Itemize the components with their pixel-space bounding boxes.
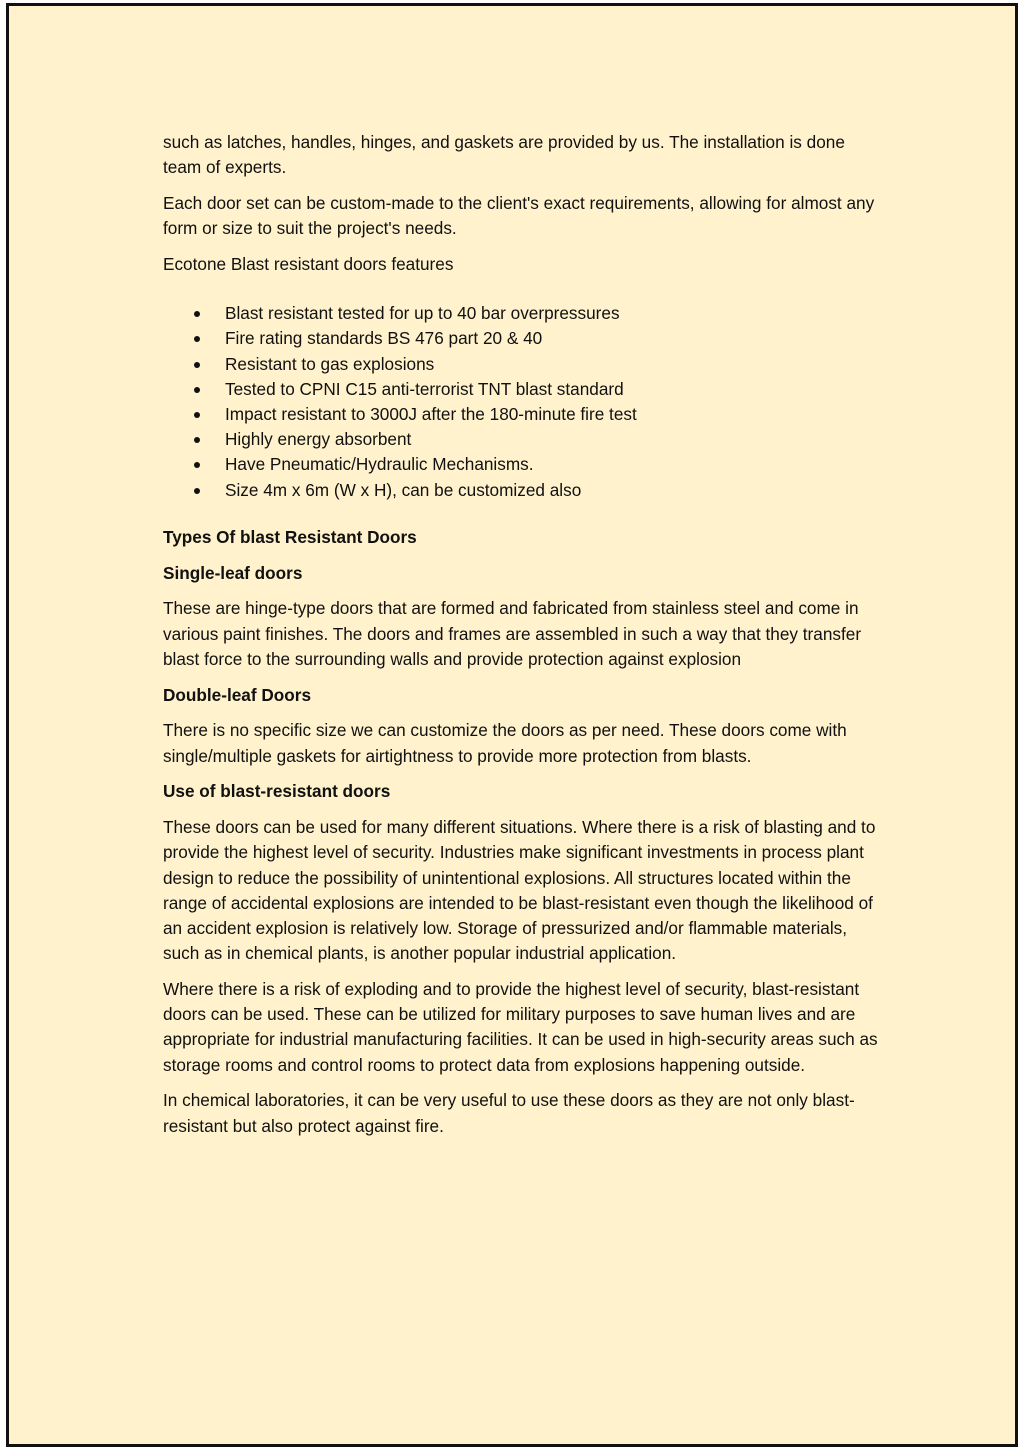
- single-leaf-heading: Single-leaf doors: [163, 562, 303, 583]
- list-item: [163, 478, 883, 503]
- list-item-text: Impact resistant to 3000J after the 180-minute fire test: [225, 404, 637, 425]
- list-item: [163, 326, 883, 351]
- bullet-icon: [194, 362, 200, 368]
- use-paragraph-security: Where there is a risk of exploding and to provide the highest level of security, blast-resistant doors can be used. These can be utilized for military purposes to save human lives and are appropriate for industrial manufacturing facilities. It can be used in high-security areas such as storage rooms and control rooms to protect data from explosions happening outside.: [163, 979, 878, 1075]
- page-frame: [6, 3, 1018, 1447]
- bullet-icon: [194, 437, 200, 443]
- list-item: [163, 352, 883, 377]
- list-item: [163, 301, 883, 326]
- bullet-icon: [194, 412, 200, 418]
- list-item-text: Size 4m x 6m (W x H), can be customized also: [225, 479, 582, 500]
- list-item-text: Have Pneumatic/Hydraulic Mechanisms.: [225, 454, 534, 475]
- document-body: [163, 130, 883, 1149]
- double-leaf-heading: Double-leaf Doors: [163, 684, 312, 705]
- list-item: [163, 452, 883, 477]
- list-item-text: Tested to CPNI C15 anti-terrorist TNT blast standard: [225, 378, 624, 399]
- features-title: Ecotone Blast resistant doors features: [163, 254, 454, 274]
- list-item-text: Highly energy absorbent: [225, 429, 412, 450]
- use-paragraph-laboratories: In chemical laboratories, it can be very useful to use these doors as they are not only blast-resistant but also protect against fire.: [163, 1090, 855, 1136]
- bullet-icon: [194, 462, 200, 468]
- list-item-text: Fire rating standards BS 476 part 20 & 40: [225, 328, 543, 349]
- list-item: [163, 377, 883, 402]
- features-list: [163, 301, 883, 503]
- bullet-icon: [194, 336, 200, 342]
- bullet-icon: [194, 387, 200, 393]
- bullet-icon: [194, 311, 200, 317]
- use-heading: Use of blast-resistant doors: [163, 781, 391, 802]
- types-heading: Types Of blast Resistant Doors: [163, 526, 417, 547]
- single-leaf-paragraph: These are hinge-type doors that are formed and fabricated from stainless steel and come in various paint finishes. The doors and frames are assembled in such a way that they transfer blast force to the surrounding walls and provide protection against explosion: [163, 598, 862, 669]
- intro-paragraph-custom-made: Each door set can be custom-made to the client's exact requirements, allowing for almost any form or size to suit the project's needs.: [163, 193, 875, 239]
- bullet-icon: [194, 488, 200, 494]
- list-item-text: Resistant to gas explosions: [225, 353, 435, 374]
- double-leaf-paragraph: There is no specific size we can customize the doors as per need. These doors come with single/multiple gaskets for airtightness to provide more protection from blasts.: [163, 720, 847, 766]
- use-paragraph-situations: These doors can be used for many different situations. Where there is a risk of blasting and to provide the highest level of security. Industries make significant investments in process plant design to reduce the possibility of unintentional explosions. All structures located within the range of accidental explosions are intended to be blast-resistant even though the likelihood of an accident explosion is relatively low. Storage of pressurized and/or flammable materials, such as in chemical plants, is another popular industrial application.: [163, 817, 876, 964]
- list-item: [163, 427, 883, 452]
- intro-paragraph-installation: such as latches, handles, hinges, and gaskets are provided by us. The installation is done team of experts.: [163, 132, 845, 178]
- list-item: [163, 402, 883, 427]
- list-item-text: Blast resistant tested for up to 40 bar overpressures: [225, 303, 620, 324]
